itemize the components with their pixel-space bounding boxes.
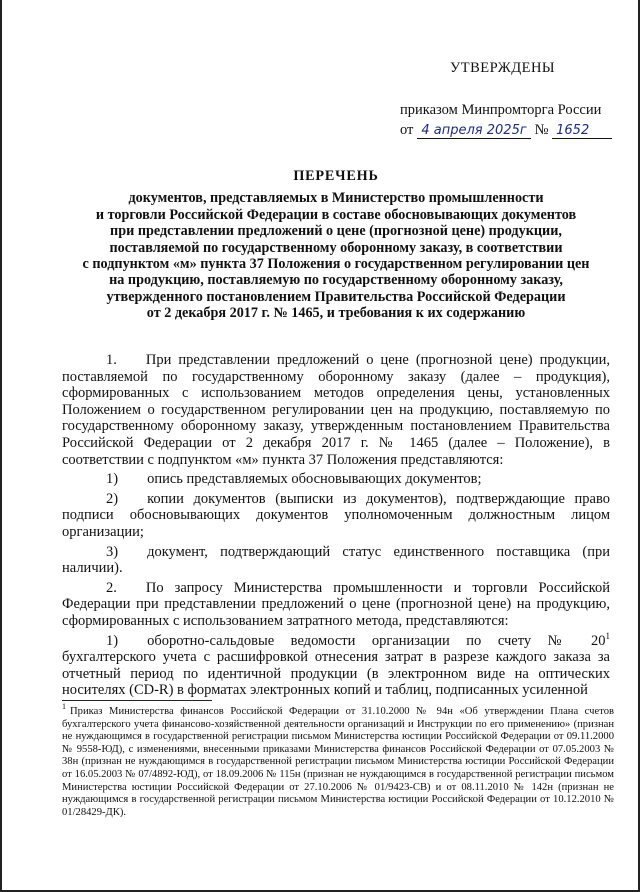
list-item-number: 1) xyxy=(106,471,119,488)
list-item xyxy=(62,491,610,541)
title-line: документов, представляемых в Министерство промышленности xyxy=(128,190,544,207)
list-item-text: документ, подтверждающий статус единственного поставщика (при наличии). xyxy=(62,543,610,577)
title-line: при представлении предложений о цене (прогнозной цене) продукции, xyxy=(110,223,562,240)
list-item-number: 1) xyxy=(106,632,119,649)
title-line: с подпунктом «м» пункта 37 Положения о государственном регулировании цен xyxy=(82,256,590,273)
list-item-number: 3) xyxy=(106,543,119,560)
title-line: на продукцию, поставляемую по государственному оборонному заказу, xyxy=(109,272,563,289)
title-line: и торговли Российской Федерации в составе обосновывающих документов xyxy=(95,206,577,223)
approval-from-label: от xyxy=(400,122,414,138)
footnote xyxy=(62,702,614,819)
approval-order-by: приказом Минпромторга России xyxy=(400,102,602,118)
list-item xyxy=(62,630,610,699)
approval-date: 4 апреля 2025г xyxy=(417,123,531,139)
title-line: от 2 декабря 2017 г. № 1465, и требования к их содержанию xyxy=(146,305,526,322)
title-heading: ПЕРЕЧЕНЬ xyxy=(293,168,379,184)
paragraph-2: 2. По запросу Министерства промышленности и торговли Российской Федерации при представлении предложений о цене (прогнозной цене) на продукцию, сформированных с использованием затратного метода, представляются: xyxy=(62,579,610,629)
paragraph-1: 1. При представлении предложений о цене (прогнозной цене) продукции, поставляемой по государственному оборонному заказу (далее – продукция), сформированных с использованием методов определения цены, установленных Положением о государственном регулировании цен на продукцию, поставляемую по государственному оборонному заказу, утвержденным постановлением Правительства Российской Федерации от 2 декабря 2017 г. № 1465 (далее – Положение), в соответствии с подпунктом «м» пункта 37 Положения представляются: xyxy=(62,352,610,468)
title-line: утвержденного постановлением Правительства Российской Федерации xyxy=(106,288,566,305)
list-item-number: 2) xyxy=(106,490,119,507)
document-title xyxy=(62,168,610,322)
footnote-mark: 1 xyxy=(62,702,66,712)
list-item-text: опись представляемых обосновывающих документов; xyxy=(147,471,482,488)
approval-date-line xyxy=(400,120,622,140)
list-item-text-continued: бухгалтерского учета с расшифровкой отнесения затрат в разрезе каждого заказа за отчетный период по идентичной продукции (в электронном виде на оптических носителях (CD-R) в форматах электронных копий и таблиц, подписанных усиленной xyxy=(62,649,610,699)
list-item-text: оборотно-сальдовые ведомости организации по счету № 20 xyxy=(147,632,606,649)
footnote-divider xyxy=(62,700,212,701)
document-body xyxy=(62,352,610,702)
approval-number: 1652 xyxy=(552,123,612,139)
approval-number-label: № xyxy=(534,122,549,138)
title-line: поставляемой по государственному оборонному заказу, в соответствии xyxy=(109,239,563,256)
approval-stamp xyxy=(382,58,622,140)
approval-title: УТВЕРЖДЕНЫ xyxy=(450,60,556,76)
list-item xyxy=(62,471,610,488)
footnote-text: Приказ Министерства финансов Российской Федерации от 31.10.2000 № 94н «Об утверждении Плана счетов бухгалтерского учета финансово-хозяйственной деятельности организаций и Инструкции по его применению» (признан не нуждающимся в государственной регистрации письмом Министерства юстиции Российской Федерации от 09.11.2000 № 9558-ЮД), с изменениями, внесенными приказами Министерства финансов Российской Федерации от 07.05.2003 № 38н (признан не нуждающимся в государственной регистрации письмом Министерства юстиции Российской Федерации от 16.05.2003 № 07/4892-ЮД), от 18.09.2006 № 115н (признан не нуждающимся в государственной регистрации письмом Министерства юстиции Российской Федерации от 27.10.2006 № 01/9423-СВ) и от 08.11.2010 № 142н (признан не нуждающимся в государственной регистрации письмом Министерства юстиции Российской Федерации от 10.12.2010 № 01/28429-ДК). xyxy=(62,706,614,818)
footnote-reference[interactable]: 1 xyxy=(605,630,610,641)
list-item-text: копии документов (выписки из документов), подтверждающие право подписи обосновывающих документов уполномоченным должностным лицом организации; xyxy=(62,490,610,540)
list-item xyxy=(62,544,610,577)
